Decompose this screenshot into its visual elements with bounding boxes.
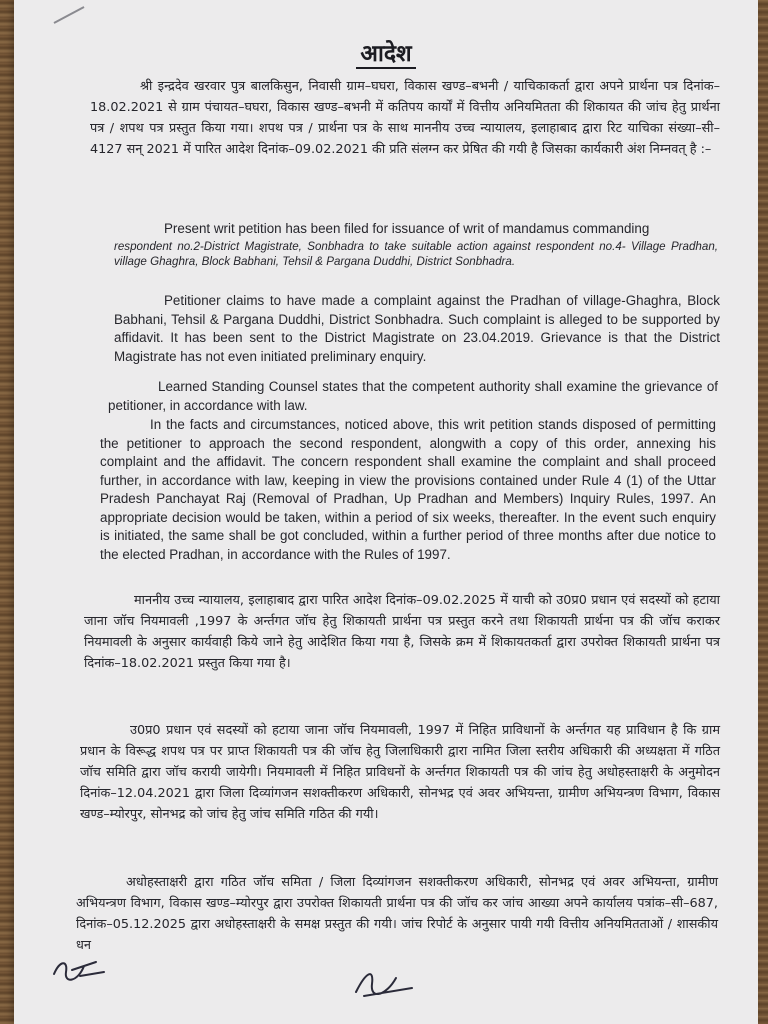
english-para-4: In the facts and circumstances, noticed above, this writ petition stands disposed of permitting the petitioner to approach the second respondent, alongwith a copy of this order, annexing his complaint and the affidavit. The concern respondent shall examine the complaint and shall proceed further, in accordance with law, keeping in view the provisions contained under Rule 4 (1) of the Uttar Pradesh Panchayat Raj (Removal of Pradhan, Up Pradhan and Members) Inquiry Rules, 1997. An appropriate decision would be taken, within a period of six weeks, thereafter. In the event such enquiry is initiated, the same shall be got concluded, within a further period of three months after due notice to the elected Pradhan, in accordance with the Rules of 1997. [100, 417, 716, 562]
hindi-para-2: माननीय उच्च न्यायालय, इलाहाबाद द्वारा पारित आदेश दिनांक–09.02.2025 में याची को उ0प्र0 प्रधान एवं सदस्यों को हटाया जाना जॉच नियमावली ,1997 के अर्न्तगत जॉच हेतु शिकायती प्रार्थना पत्र प्रस्तुत करने तथा शिकायती प्रार्थना पत्र की जॉच कराकर नियमावली के अनुसार कार्यवाही किये जाने हेतु आदेशित किया गया है, जिसके क्रम में शिकायतकर्ता द्वारा उपरोक्त शिकायती प्रार्थना पत्र दिनांक–18.02.2021 प्रस्तुत किया गया है। [84, 593, 720, 671]
handwritten-signature-mid [350, 962, 420, 1002]
english-para-2: Petitioner claims to have made a complaint against the Pradhan of village-Ghaghra, Block Babhani, Tehsil & Pargana Duddhi, District Sonbhadra. Such complaint is alleged to be supported by affidavit. It has been sent to the District Magistrate on 23.04.2019. Grievance is that the District Magistrate has not even initiated preliminary enquiry. [114, 293, 720, 364]
document-title-text: आदेश [356, 40, 415, 69]
wood-background-right [758, 0, 768, 1024]
document-page [14, 0, 758, 1024]
wood-background-left [0, 0, 14, 1024]
hindi-para-3: उ0प्र0 प्रधान एवं सदस्यों को हटाया जाना जॉच नियमावली, 1997 में निहित प्राविधानों के अर्न्तगत यह प्राविधान है कि ग्राम प्रधान के विरूद्ध शपथ पत्र पर प्राप्त शिकायती पत्र की जॉच हेतु जिलाधिकारी द्वारा नामित जिला स्तरीय अधिकारी की अध्यक्षता में गठित जॉच समिति द्वारा जॉच करायी जायेगी। नियमावली में निहित प्राविधनों के अर्न्तगत शिकायती पत्र की जांच हेतु अधोहस्ताक्षरी के अनुमोदन दिनांक–12.04.2021 द्वारा जिला दिव्यांगजन सशक्तीकरण अधिकारी, सोनभद्र एवं अवर अभियन्ता, ग्रामीण अभियन्त्रण विभाग, विकास खण्ड–म्योरपुर, सोनभद्र को जांच हेतु जांच समिति गठित की गयी। [80, 723, 720, 822]
handwritten-initials-left [50, 952, 110, 986]
document-title [14, 36, 758, 68]
hindi-para-4: अधोहस्ताक्षरी द्वारा गठित जॉच समिता / जिला दिव्यांगजन सशक्तीकरण अधिकारी, सोनभद्र एवं अवर अभियन्ता, ग्रामीण अभियन्त्रण विभाग, विकास खण्ड–म्योरपुर द्वारा उपरोक्त शिकायती प्रार्थना पत्र की जॉच कर जांच आख्या अपने कार्यालय पत्रांक–सी–687, दिनांक–05.12.2025 द्वारा अधोहस्ताक्षरी के समक्ष प्रस्तुत की गयी। जांच रिपोर्ट के अनुसार पायी गयी वित्तीय अनियमितताओं / शासकीय धन [76, 875, 718, 953]
pen-stroke-mark [54, 6, 85, 24]
hindi-intro-paragraph: श्री इन्द्रदेव खरवार पुत्र बालकिसुन, निवासी ग्राम–घघरा, विकास खण्ड–बभनी / याचिकाकर्ता द्वारा अपने प्रार्थना पत्र दिनांक–18.02.2021 से ग्राम पंचायत–घघरा, विकास खण्ड–बभनी में कतिपय कार्यों में वित्तीय अनियमितता की शिकायत की जांच हेतु प्रार्थना पत्र / शपथ पत्र प्रस्तुत किया गया। शपथ पत्र / प्रार्थना पत्र के साथ माननीय उच्च न्यायालय, इलाहाबाद द्वारा रिट याचिका संख्या–सी–4127 सन् 2021 में पारित आदेश दिनांक–09.02.2021 की प्रति संलग्न कर प्रेषित की गयी है जिसका कार्यकारी अंश निम्नवत् है :– [90, 79, 720, 157]
english-para-1-lead: Present writ petition has been filed for issuance of writ of mandamus commanding [164, 221, 650, 236]
english-para-1-rest: respondent no.2-District Magistrate, Sonbhadra to take suitable action against respondent no.4- Village Pradhan, village Ghaghra, Block Babhani, Tehsil & Pargana Duddhi, District Sonbhadra. [114, 240, 718, 268]
english-para-3: Learned Standing Counsel states that the competent authority shall examine the grievance of petitioner, in accordance with law. [108, 379, 718, 413]
